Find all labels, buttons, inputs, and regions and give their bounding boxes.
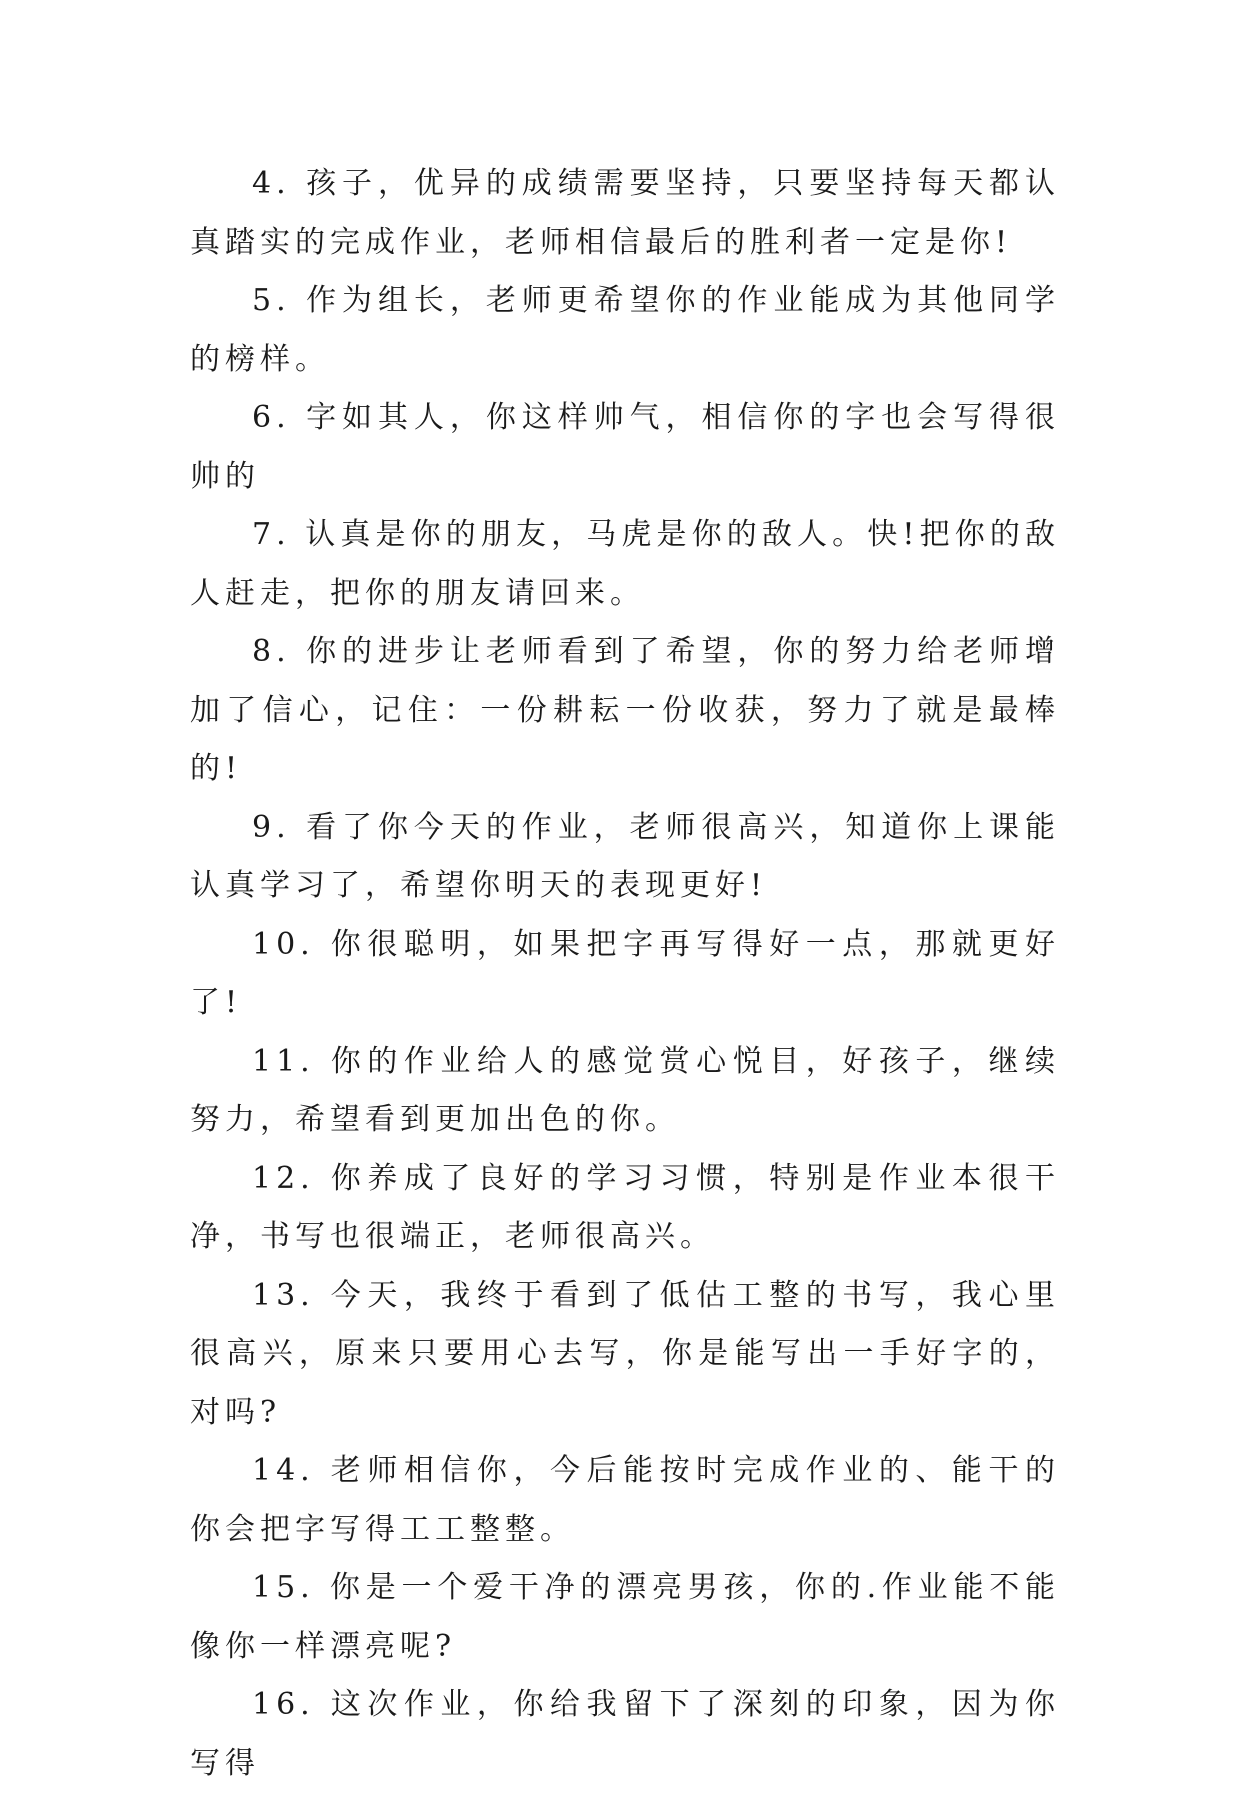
comment-paragraph-5: 5. 作为组长，老师更希望你的作业能成为其他同学的榜样。	[190, 283, 1060, 377]
document-body	[190, 155, 1060, 1793]
comment-paragraph-11: 11. 你的作业给人的感觉赏心悦目，好孩子，继续努力，希望看到更加出色的你。	[190, 1043, 1060, 1137]
comment-paragraph-16: 16. 这次作业，你给我留下了深刻的印象，因为你写得	[190, 1687, 1060, 1781]
comment-paragraph-9: 9. 看了你今天的作业，老师很高兴，知道你上课能认真学习了，希望你明天的表现更好!	[190, 809, 1060, 903]
comment-paragraph-6: 6. 字如其人，你这样帅气，相信你的字也会写得很帅的	[190, 400, 1060, 494]
comment-paragraph-8: 8. 你的进步让老师看到了希望，你的努力给老师增加了信心，记住：一份耕耘一份收获，努力了就是最棒的!	[190, 634, 1060, 786]
comment-paragraph-13: 13. 今天，我终于看到了低估工整的书写，我心里很高兴，原来只要用心去写，你是能写出一手好字的，对吗?	[190, 1277, 1060, 1430]
comment-paragraph-14: 14. 老师相信你，今后能按时完成作业的、能干的你会把字写得工工整整。	[190, 1453, 1060, 1547]
comment-paragraph-7: 7. 认真是你的朋友，马虎是你的敌人。快!把你的敌人赶走，把你的朋友请回来。	[190, 517, 1060, 611]
comment-paragraph-12: 12. 你养成了良好的学习习惯，特别是作业本很干净，书写也很端正，老师很高兴。	[190, 1160, 1060, 1254]
comment-paragraph-15: 15. 你是一个爱干净的漂亮男孩，你的.作业能不能像你一样漂亮呢?	[190, 1570, 1060, 1664]
comment-paragraph-4: 4. 孩子，优异的成绩需要坚持，只要坚持每天都认真踏实的完成作业，老师相信最后的胜利者一定是你!	[190, 166, 1060, 260]
comment-paragraph-10: 10. 你很聪明，如果把字再写得好一点，那就更好了!	[190, 926, 1060, 1020]
